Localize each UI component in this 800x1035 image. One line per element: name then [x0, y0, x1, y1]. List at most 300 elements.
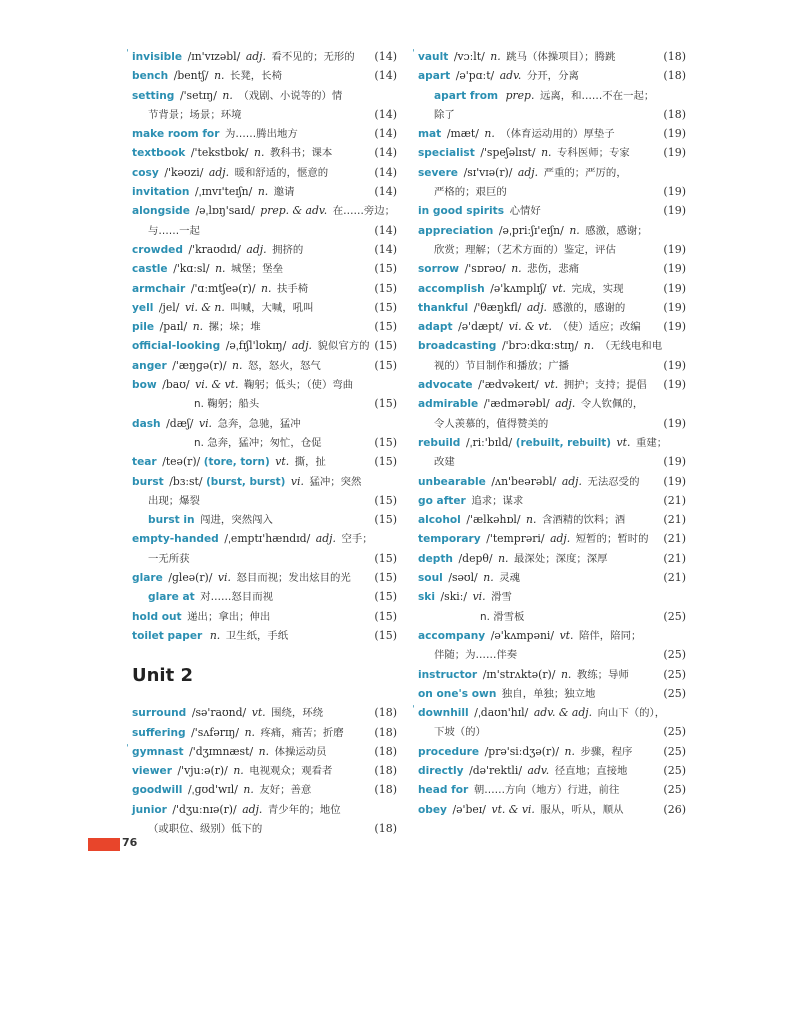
vocab-entry [132, 472, 397, 511]
headword: adapt [418, 321, 453, 334]
headword: instructor [418, 668, 478, 681]
pronunciation: /'θæŋkfl/ [473, 300, 522, 314]
definition: 步骤，程序 [580, 745, 633, 758]
part-of-speech: vi. & n. [184, 300, 225, 314]
definition-continued: 欣赏；理解；（艺术方面的）鉴定，评估 [434, 243, 616, 256]
headword: hold out [132, 610, 182, 623]
page-reference: (18) [374, 764, 397, 778]
headword: dash [132, 417, 161, 430]
unit1-vocab-list [126, 47, 397, 645]
definition: 空手； [341, 533, 373, 546]
definition: 滑雪 [491, 591, 512, 604]
vocab-entry [132, 587, 397, 606]
definition: （无线电和电 [599, 340, 663, 353]
part-of-speech: adv. & adj. [533, 706, 593, 720]
entry-line [132, 317, 397, 336]
definition: 含酒精的饮料；酒 [541, 514, 626, 527]
page-reference: (14) [374, 127, 397, 141]
entry-line [132, 568, 397, 587]
headword: suffering [132, 726, 186, 739]
entry-line [418, 221, 686, 240]
page-reference: (15) [374, 262, 397, 276]
part-of-speech: adj. [315, 532, 336, 546]
page-reference: (19) [663, 204, 686, 218]
part-of-speech: vt. [544, 378, 559, 392]
entry-line [132, 163, 397, 182]
pronunciation: /'tekstbʊk/ [190, 146, 249, 160]
definition: 无法忍受的 [587, 475, 640, 488]
pronunciation: /paɪl/ [159, 320, 188, 334]
pronunciation: /'dʒɪmnæst/ [189, 744, 254, 758]
entry-line [132, 86, 397, 105]
pronunciation: /'æŋɡə(r)/ [172, 358, 227, 372]
vocab-entry [418, 317, 686, 336]
page-reference: (18) [374, 821, 397, 835]
definition: 体操运动员 [274, 745, 327, 758]
entry-line [418, 549, 686, 568]
headword: surround [132, 707, 187, 720]
headword: depth [418, 552, 453, 565]
definition: 跳马（体操项目）；腾跳 [506, 51, 616, 63]
page-reference: (14) [374, 242, 397, 256]
page-reference: (14) [374, 185, 397, 199]
vocab-entry [132, 182, 397, 201]
entry-line [418, 433, 686, 452]
part-of-speech: n. [258, 744, 270, 758]
vocab-entry [132, 356, 397, 375]
headword: sorrow [418, 263, 460, 276]
entry-line [132, 607, 397, 626]
headword: bench [132, 70, 169, 83]
vocab-entry [132, 317, 397, 336]
pronunciation: /ɪn'strʌktə(r)/ [482, 667, 556, 681]
definition-continued: 严格的；艰巨的 [434, 186, 507, 199]
entry-line [418, 66, 686, 85]
pronunciation: /prə'siːdʒə(r)/ [484, 744, 559, 758]
headword: alcohol [418, 514, 461, 527]
headword: junior [132, 803, 167, 816]
vocab-entry [418, 472, 686, 491]
part-of-speech: adv. [499, 69, 522, 83]
definition: 灵魂 [499, 572, 520, 585]
entry-line [132, 452, 397, 471]
entry-line [418, 568, 686, 587]
entry-line [132, 800, 397, 819]
part-of-speech: n. [257, 185, 269, 199]
part-of-speech: n. [232, 358, 243, 372]
page-reference: (19) [663, 474, 686, 488]
entry-line [418, 761, 686, 780]
pronunciation: /'speʃəlɪst/ [480, 146, 536, 160]
entry-line [418, 626, 686, 645]
page-reference: (26) [663, 802, 686, 816]
page-reference: (19) [663, 242, 686, 256]
page-reference: (19) [663, 300, 686, 314]
page-reference: (15) [374, 435, 397, 449]
page-reference: (18) [663, 107, 686, 121]
page-reference: (25) [663, 686, 686, 700]
entry-continuation-line [132, 394, 397, 413]
page-reference: (19) [663, 455, 686, 469]
definition: 分开，分离 [526, 70, 579, 83]
page-footer-bar [88, 838, 120, 851]
pronunciation: /teə(r)/ [162, 455, 201, 469]
definition: 最深处；深度；深厚 [514, 552, 608, 565]
definition-continued: 除了 [434, 108, 455, 121]
headword: specialist [418, 147, 475, 160]
pronunciation: /'brɔːdkɑːstɪŋ/ [501, 339, 579, 353]
definition: 向山下（的）， [597, 707, 666, 720]
part-of-speech: adj. [245, 50, 266, 63]
pronunciation: /bentʃ/ [173, 69, 209, 83]
page-reference: (25) [663, 648, 686, 662]
entry-line [132, 414, 397, 433]
vocab-entry [418, 433, 686, 472]
headword: burst [132, 475, 164, 488]
part-of-speech: adj. [246, 242, 267, 256]
pronunciation: /'kraʊdɪd/ [188, 242, 241, 256]
vocab-entry [418, 124, 686, 143]
entry-continuation-line [418, 182, 686, 201]
entry-line [412, 47, 686, 66]
page-reference: (15) [374, 571, 397, 585]
vocab-entry [418, 394, 686, 433]
definition: 重建； [635, 436, 668, 449]
definition: （戏剧、小说等的）情 [238, 89, 343, 102]
vocab-entry [418, 201, 686, 220]
part-of-speech: adj. [291, 339, 312, 353]
vocab-entry [132, 240, 397, 259]
vocab-entry [418, 780, 686, 799]
definition-continued: 与……一起 [148, 224, 200, 237]
unit2-vocab-list-left [126, 703, 397, 838]
vocab-entry [418, 742, 686, 761]
definition-continued: n. 滑雪板 [480, 610, 525, 623]
entry-continuation-line [132, 549, 397, 568]
page-reference: (14) [374, 69, 397, 83]
entry-line [418, 317, 686, 336]
pronunciation: /əˌlɒŋ'saɪd/ [195, 204, 255, 218]
pronunciation: /ə'kʌmpəni/ [490, 628, 555, 642]
entry-continuation-line [418, 105, 686, 124]
unit2-heading: Unit 2 [132, 665, 193, 687]
page-reference: (14) [374, 50, 397, 63]
headword: viewer [132, 765, 172, 778]
vocab-entry [132, 452, 397, 471]
vocab-entry [132, 375, 397, 414]
headword: setting [132, 89, 175, 102]
definition: 鞠躬；低头；（使）弯曲 [244, 379, 354, 392]
headword: broadcasting [418, 340, 497, 353]
definition: 令人钦佩的， [580, 398, 644, 411]
definition: （使）适应；改编 [557, 321, 641, 334]
part-of-speech: n. [209, 628, 221, 642]
part-of-speech: adv. [527, 763, 550, 777]
entry-line [132, 124, 397, 143]
entry-line [418, 472, 686, 491]
part-of-speech: n. [526, 513, 537, 527]
headword: thankful [418, 301, 469, 314]
definition-continued: （或职位、级别）低下的 [148, 822, 263, 835]
headword: toilet paper [132, 629, 203, 642]
part-of-speech: vt. [552, 281, 566, 295]
entry-continuation-line [418, 722, 686, 741]
page-reference: (18) [663, 69, 686, 83]
entry-line [412, 703, 686, 722]
definition: 长凳，长椅 [230, 70, 282, 83]
part-of-speech: n. [564, 744, 575, 758]
pronunciation: /ə'kʌmplɪʃ/ [490, 281, 547, 295]
definition: 对……怒目而视 [200, 591, 273, 604]
definition: 猛冲；突然 [309, 475, 362, 488]
entry-line [132, 356, 397, 375]
definition: 严重的；严厉的， [543, 166, 627, 179]
entry-line [132, 259, 397, 278]
entry-line [132, 240, 397, 259]
entry-line [132, 780, 397, 799]
vocab-entry [126, 47, 397, 66]
definition: 电视观众；观看者 [249, 765, 333, 778]
entry-line [132, 336, 397, 355]
headword: armchair [132, 282, 186, 295]
page-reference: (15) [374, 397, 397, 411]
part-of-speech: adj. [242, 802, 263, 816]
entry-continuation-line [132, 433, 397, 452]
vocab-entry [132, 201, 397, 240]
entry-line [132, 182, 397, 201]
vocab-entry [132, 568, 397, 587]
pronunciation: /baʊ/ [162, 378, 190, 392]
pronunciation: /'temprəri/ [486, 532, 545, 546]
pronunciation: /'ædvəkeɪt/ [478, 378, 539, 392]
entry-line [132, 587, 397, 606]
right-column [412, 47, 686, 819]
definition: 完成，实现 [571, 282, 624, 295]
part-of-speech: n. [483, 571, 494, 585]
definition: 围绕，环绕 [271, 707, 324, 720]
definition: 叫喊，大喊，吼叫 [230, 301, 314, 314]
part-of-speech: n. [244, 725, 255, 739]
entry-line [132, 201, 397, 220]
entry-line [132, 279, 397, 298]
definition-continued: 节背景；场景；环境 [148, 108, 242, 121]
unit2-heading-block [132, 645, 397, 703]
definition: 拥挤的 [272, 243, 304, 256]
entry-line [132, 143, 397, 162]
page-reference: (19) [663, 358, 686, 372]
entry-line [132, 703, 397, 722]
entry-line [418, 298, 686, 317]
entry-line [132, 529, 397, 548]
definition: 撕，扯 [294, 456, 326, 469]
part-of-speech: adj. [517, 165, 539, 179]
part-of-speech: adj. [208, 165, 230, 179]
entry-line [418, 742, 686, 761]
headword: make room for [132, 128, 220, 141]
pronunciation: /skiː/ [440, 590, 467, 604]
vocab-entry [418, 259, 686, 278]
headword: burst in [148, 514, 195, 527]
vocab-entry [418, 510, 686, 529]
headword: pile [132, 321, 155, 334]
pronunciation: /əˌfɪʃl'lʊkɪŋ/ [225, 339, 287, 353]
pronunciation: /'setɪŋ/ [179, 88, 217, 102]
part-of-speech: adj. [555, 397, 576, 411]
inflected-forms: (burst, burst) [206, 475, 286, 488]
definition: 闯进，突然闯入 [200, 514, 273, 527]
pronunciation: /ə'beɪ/ [452, 802, 486, 816]
vocab-entry [132, 703, 397, 722]
part-of-speech: vt. & vi. [491, 802, 535, 816]
pronunciation: /mæt/ [446, 127, 479, 141]
page-reference: (25) [663, 667, 686, 681]
pronunciation: /sə'raʊnd/ [191, 706, 247, 720]
definition: （体育运动用的）厚垫子 [500, 128, 615, 141]
vocab-entry [132, 626, 397, 645]
page-reference: (18) [374, 783, 397, 797]
definition: 独自，单独；独立地 [501, 687, 596, 700]
pronunciation: /ʌn'beərəbl/ [491, 474, 557, 488]
definition: 感激的，感谢的 [552, 301, 626, 314]
pronunciation: /depθ/ [458, 551, 493, 565]
headword: crowded [132, 243, 183, 256]
definition: 朝……方向（地方）行进，前往 [473, 784, 620, 797]
vocab-entry [132, 259, 397, 278]
definition: 追求；谋求 [471, 494, 524, 507]
definition: 怒，怒火，怒气 [248, 359, 321, 372]
inflected-forms: (tore, torn) [203, 456, 270, 469]
entry-line [418, 780, 686, 799]
definition-continued: n. 鞠躬；船头 [194, 398, 260, 411]
page-reference: (15) [374, 551, 397, 565]
headword: anger [132, 359, 167, 372]
vocab-entry [132, 800, 397, 839]
page-reference: (21) [663, 513, 686, 527]
headword: alongside [132, 205, 190, 218]
headword: severe [418, 166, 458, 179]
pronunciation: /ˌɪnvɪ'teɪʃn/ [195, 185, 253, 199]
headword: in good spirits [418, 205, 505, 218]
headword: mat [418, 128, 442, 141]
definition: 感激，感谢； [585, 224, 648, 237]
vocab-entry [418, 143, 686, 162]
pronunciation: /vɔːlt/ [453, 50, 485, 63]
headword: accompany [418, 629, 486, 642]
part-of-speech: n. [215, 262, 226, 276]
vocab-entry [418, 336, 686, 375]
vocab-entry [132, 761, 397, 780]
headword: advocate [418, 379, 473, 392]
part-of-speech: n. [222, 88, 233, 102]
definition: 陪伴，陪同； [579, 629, 642, 642]
page-reference: (15) [374, 358, 397, 372]
page-reference: (15) [374, 320, 397, 334]
headword: rebuild [418, 436, 461, 449]
definition: 悲伤，悲痛 [527, 263, 580, 276]
pronunciation: /ˌɡʊd'wɪl/ [187, 783, 238, 797]
headword: official-looking [132, 340, 221, 353]
vocab-entry [132, 723, 397, 742]
vocab-entry [132, 163, 397, 182]
page-reference: (19) [663, 378, 686, 392]
page-reference: (15) [374, 300, 397, 314]
part-of-speech: vt. [275, 455, 290, 469]
definition-continued: 改建 [434, 456, 455, 469]
vocab-entry [418, 221, 686, 260]
headword: invisible [132, 51, 183, 63]
page-reference: (18) [663, 50, 686, 63]
entry-line [418, 394, 686, 413]
page-number: 76 [122, 836, 138, 849]
part-of-speech: n. [233, 764, 244, 778]
entry-line [126, 742, 397, 761]
vocab-entry [132, 66, 397, 85]
pronunciation: /ˌemptɪ'hændɪd/ [224, 532, 311, 546]
headword: directly [418, 764, 464, 777]
page-reference: (14) [374, 223, 397, 237]
page-reference: (14) [374, 107, 397, 121]
pronunciation: /'ædmərəbl/ [483, 397, 550, 411]
entry-line [132, 66, 397, 85]
headword: obey [418, 803, 447, 816]
part-of-speech: vi. [290, 474, 304, 488]
headword: apart from [434, 89, 499, 102]
entry-line [418, 143, 686, 162]
definition-continued: 视的）节目制作和播放；广播 [434, 359, 570, 372]
entry-continuation-line [132, 105, 397, 124]
definition: 服从，听从，顺从 [540, 803, 624, 816]
page-reference: (19) [663, 281, 686, 295]
part-of-speech: n. [560, 667, 572, 681]
vocab-entry [418, 800, 686, 819]
definition-continued: 一无所获 [148, 552, 190, 565]
pronunciation: /sɪ'vɪə(r)/ [463, 165, 513, 179]
page-reference: (15) [374, 513, 397, 527]
vocab-entry [418, 626, 686, 665]
page-reference: (15) [374, 455, 397, 469]
pronunciation: /'dʒuːnɪə(r)/ [172, 802, 237, 816]
page-reference: (15) [374, 609, 397, 623]
page-reference: (19) [663, 416, 686, 430]
entry-line [418, 684, 686, 703]
vocab-entry [418, 298, 686, 317]
entry-line [132, 510, 397, 529]
definition: 拥护；支持；提倡 [563, 379, 647, 392]
part-of-speech: adj. [550, 532, 571, 546]
headword: gymnast [132, 745, 184, 758]
entry-continuation-line [418, 452, 686, 471]
page-reference: (18) [374, 725, 397, 739]
pronunciation: /'ælkəhɒl/ [466, 513, 521, 527]
part-of-speech: n. [511, 262, 522, 276]
page-reference: (21) [663, 532, 686, 546]
headword: vault [418, 51, 449, 63]
vocab-entry [132, 529, 397, 568]
definition-continued: n. 急奔，猛冲；匆忙，仓促 [194, 436, 322, 449]
vocab-entry [418, 375, 686, 394]
entry-line [418, 336, 686, 355]
definition: 递出；拿出；伸出 [187, 610, 271, 623]
headword: yell [132, 301, 154, 314]
part-of-speech: vt. [251, 706, 266, 720]
entry-line [418, 279, 686, 298]
entry-line [418, 163, 686, 182]
part-of-speech: vi. [472, 590, 486, 604]
part-of-speech: adj. [561, 474, 582, 488]
entry-line [418, 587, 686, 606]
headword: glare [132, 572, 163, 585]
headword: cosy [132, 166, 159, 179]
